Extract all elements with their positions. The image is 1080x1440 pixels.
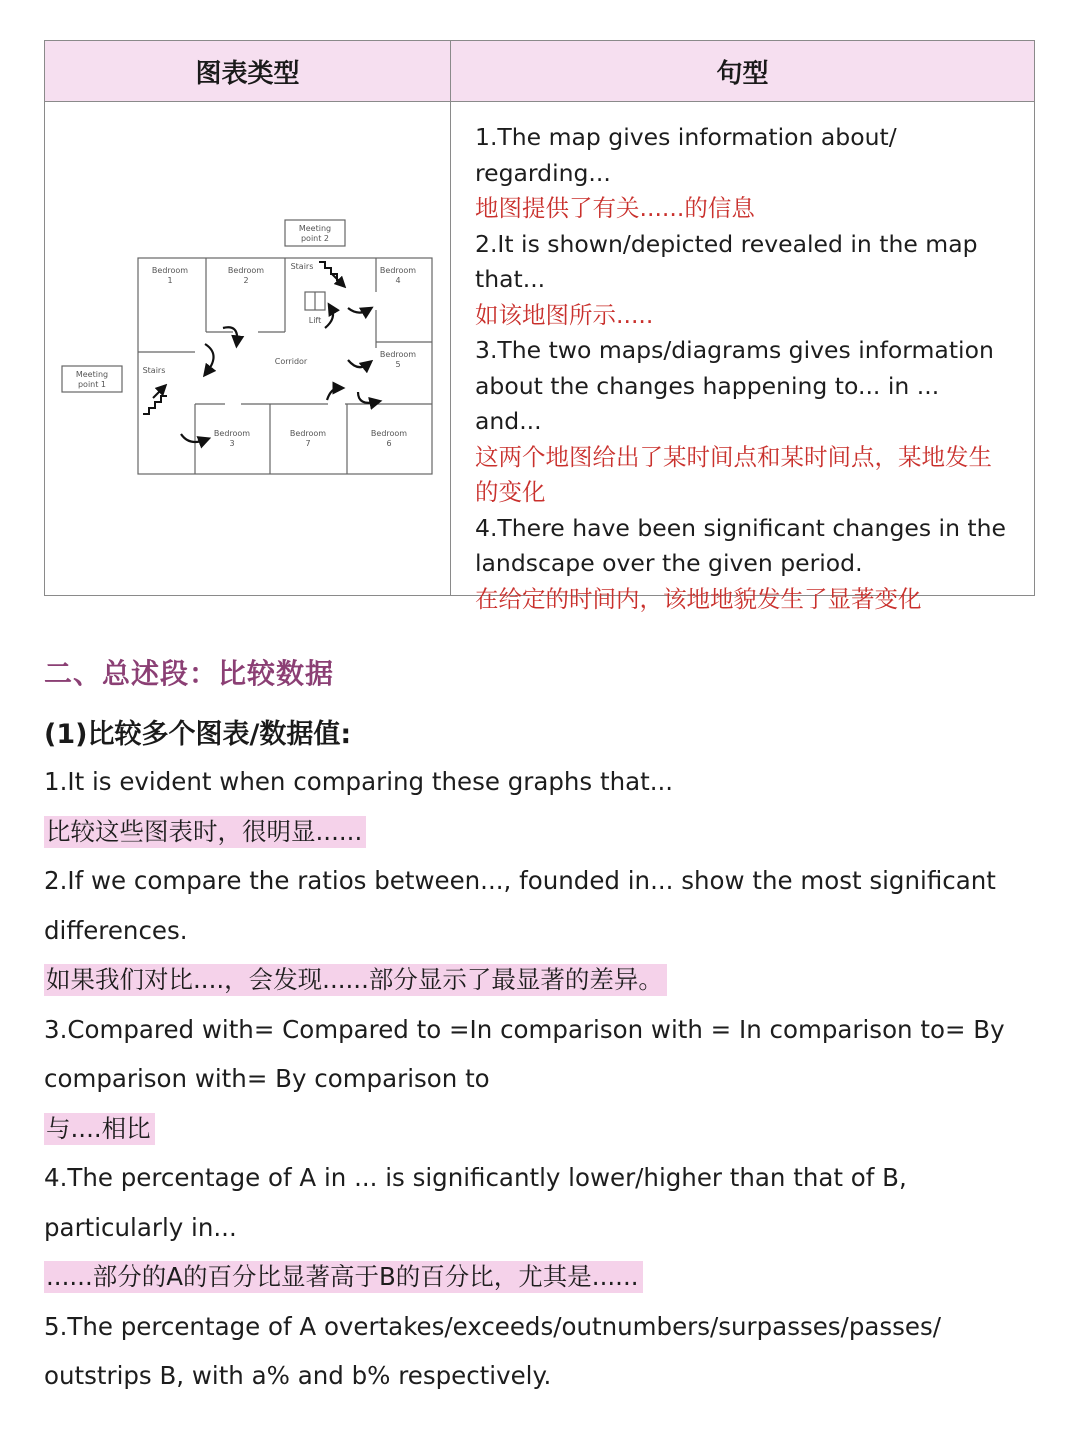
section-title: 二、总述段：比较数据 xyxy=(44,657,335,690)
label-bedroom-2: Bedroom xyxy=(227,266,265,275)
label-corridor: Corridor xyxy=(274,357,308,366)
label-bedroom-4: Bedroom xyxy=(379,266,417,275)
label-meeting-point-1-num: point 1 xyxy=(77,380,107,389)
sentence-3-en: 3.The two maps/diagrams gives information about the changes happening to... in ... and... xyxy=(475,336,994,435)
line-text: 1.It is evident when comparing these graphs that... xyxy=(44,767,674,796)
sentence-2-cn: 如该地图所示..... xyxy=(475,300,654,329)
label-meeting-point-1: Meeting xyxy=(75,370,109,379)
label-meeting-point-2: Meeting xyxy=(298,224,332,233)
sentence-4-cn: 在给定的时间内，该地地貌发生了显著变化 xyxy=(475,584,922,613)
label-bedroom-3: Bedroom xyxy=(213,429,251,438)
table-header-row xyxy=(45,41,1034,102)
label-bedroom-5-num: 5 xyxy=(395,360,401,369)
label-bedroom-5: Bedroom xyxy=(379,350,417,359)
sentence-4-en: 4.There have been significant changes in the landscape over the given period. xyxy=(475,513,1006,577)
phrase-list xyxy=(44,757,1034,1401)
list-line-12 xyxy=(44,1302,1034,1352)
label-stairs-top: Stairs xyxy=(290,262,314,271)
highlighted-translation: 与....相比 xyxy=(44,1113,155,1145)
label-bedroom-4-num: 4 xyxy=(395,276,401,285)
line-text: outstrips B, with a% and b% respectively. xyxy=(44,1361,552,1390)
label-bedroom-6: Bedroom xyxy=(370,429,408,438)
list-line-13 xyxy=(44,1351,1034,1401)
header-chart-type: 图表类型 xyxy=(45,41,451,101)
line-text: 2.If we compare the ratios between..., founded in... show the most significant xyxy=(44,866,996,895)
header-sentence-pattern: 句型 xyxy=(716,58,769,89)
sentence-2-en: 2.It is shown/depicted revealed in the map that... xyxy=(475,229,978,293)
list-line-6 xyxy=(44,1005,1034,1055)
highlighted-translation: 比较这些图表时，很明显...... xyxy=(44,816,366,848)
label-bedroom-2-num: 2 xyxy=(243,276,249,285)
label-bedroom-7: Bedroom xyxy=(289,429,327,438)
floor-plan-map xyxy=(45,102,449,596)
label-meeting-point-2-num: point 2 xyxy=(300,234,330,243)
label-bedroom-7-num: 7 xyxy=(305,439,311,448)
phrase-table xyxy=(44,40,1035,613)
table-body-row xyxy=(45,102,1034,613)
map-cell xyxy=(45,102,451,596)
label-bedroom-1: Bedroom xyxy=(151,266,189,275)
line-text: 3.Compared with= Compared to =In comparison with = In comparison to= By xyxy=(44,1014,1005,1044)
list-line-1 xyxy=(44,757,1034,807)
label-bedroom-6-num: 6 xyxy=(386,439,392,448)
list-line-2 xyxy=(44,807,1034,857)
label-bedroom-3-num: 3 xyxy=(229,439,235,448)
label-stairs-left: Stairs xyxy=(142,366,166,375)
label-bedroom-1-num: 1 xyxy=(167,276,173,285)
sentence-3-cn: 这两个地图给出了某时间点和某时间点，某地发生的变化 xyxy=(475,442,992,506)
list-line-3 xyxy=(44,856,1034,906)
list-line-4 xyxy=(44,906,1034,956)
sentence-1-cn: 地图提供了有关......的信息 xyxy=(475,194,755,222)
line-text: particularly in... xyxy=(44,1212,237,1242)
sentence-cell xyxy=(451,102,1034,613)
line-text: 5.The percentage of A overtakes/exceeds/outnumbers/surpasses/passes/ xyxy=(44,1311,942,1341)
section-subtitle: (1)比较多个图表/数据值: xyxy=(44,719,352,750)
line-text: comparison with= By comparison to xyxy=(44,1064,490,1093)
list-line-11 xyxy=(44,1252,1034,1302)
sentence-1-en: 1.The map gives information about/ regarding... xyxy=(475,123,897,187)
list-line-8 xyxy=(44,1104,1034,1154)
list-line-10 xyxy=(44,1203,1034,1253)
label-lift: Lift xyxy=(308,316,322,325)
list-line-5 xyxy=(44,955,1034,1005)
list-line-9 xyxy=(44,1153,1034,1203)
list-line-7 xyxy=(44,1054,1034,1104)
highlighted-translation: ......部分的A的百分比显著高于B的百分比，尤其是...... xyxy=(44,1261,643,1293)
line-text: differences. xyxy=(44,915,188,945)
line-text: 4.The percentage of A in ... is significantly lower/higher than that of B, xyxy=(44,1163,907,1192)
highlighted-translation: 如果我们对比....，会发现......部分显示了最显著的差异。 xyxy=(44,964,667,996)
